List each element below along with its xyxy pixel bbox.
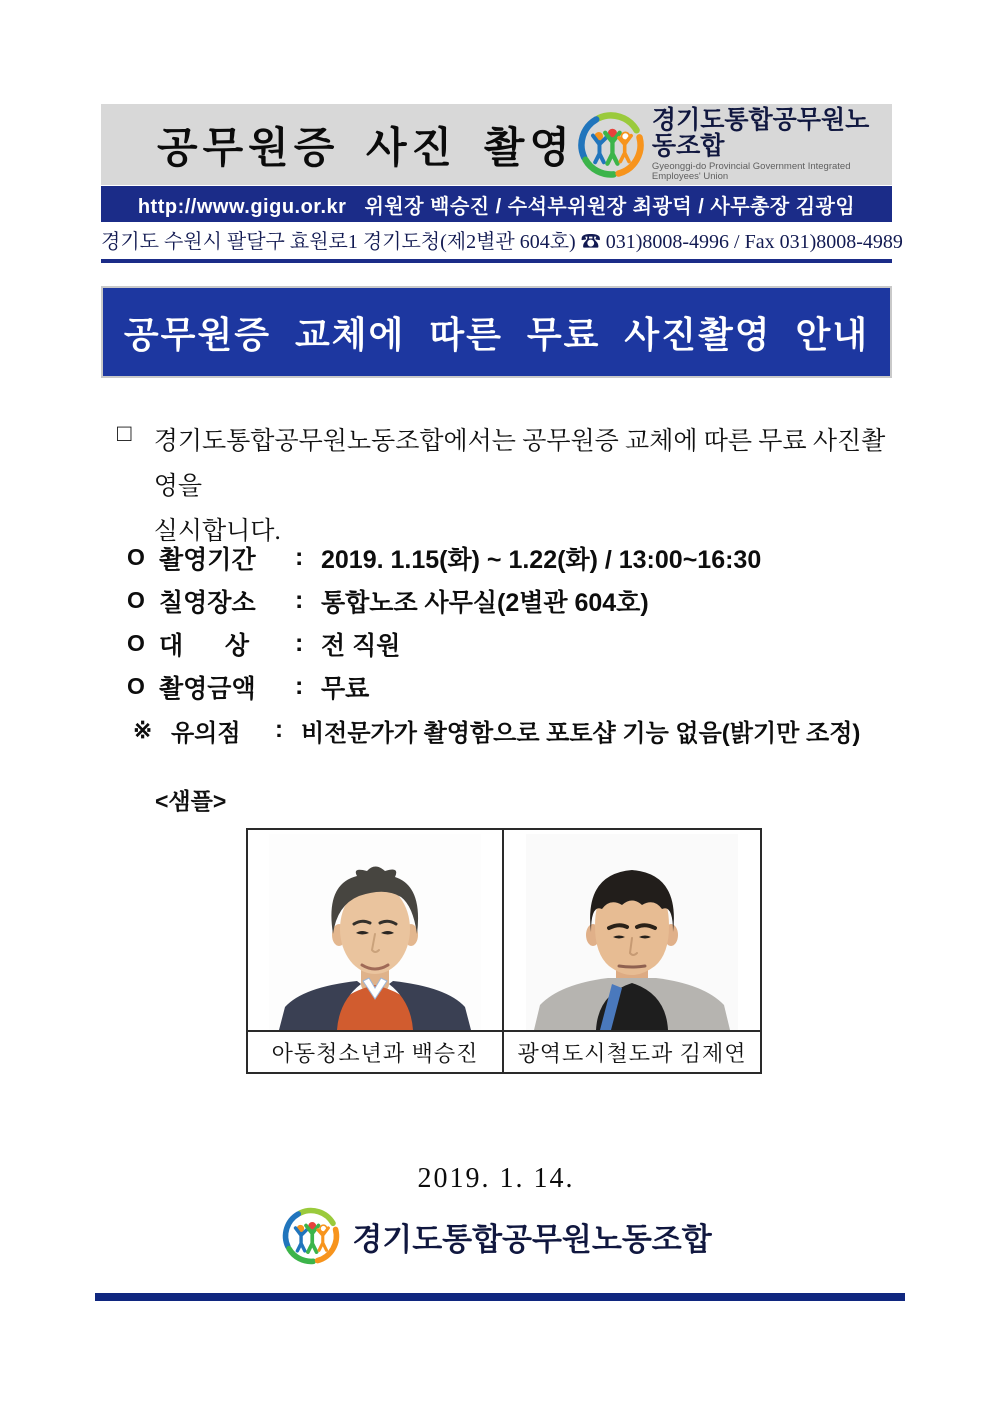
detail-separator: :	[295, 586, 304, 614]
detail-list	[127, 536, 927, 750]
detail-row-place	[127, 579, 927, 622]
detail-label: 촬영금액	[159, 674, 256, 703]
circle-bullet-icon: O	[127, 587, 145, 613]
detail-separator: :	[275, 716, 283, 743]
sample-section-label: <샘플>	[155, 788, 227, 814]
detail-value: 무료	[321, 674, 370, 703]
detail-value: 비전문가가 촬영함으로 포토샵 기능 없음(밝기만 조정)	[301, 719, 861, 747]
detail-separator: :	[295, 672, 304, 700]
detail-value: 전 직원	[321, 631, 401, 660]
detail-label: 대 상	[159, 631, 249, 660]
union-logo-icon	[575, 109, 647, 181]
detail-value: 2019. 1.15(화) ~ 1.22(화) / 13:00~16:30	[321, 545, 762, 574]
detail-separator: :	[295, 543, 304, 571]
circle-bullet-icon: O	[127, 544, 145, 570]
detail-separator: :	[295, 629, 304, 657]
detail-label: 유의점	[171, 719, 241, 747]
union-name-english: Gyeonggi-do Provincial Government Integrated Employees' Union	[651, 161, 851, 183]
portrait-photo-1	[269, 834, 481, 1030]
detail-label: 칠영장소	[159, 588, 256, 617]
document-title: 공무원증 사진 촬영	[157, 123, 575, 171]
intro-text	[154, 419, 907, 554]
union-logo	[575, 107, 888, 182]
photo-caption-2: 광역도시철도과 김제연	[504, 1030, 760, 1072]
detail-row-note	[127, 710, 927, 750]
detail-row-period	[127, 536, 927, 579]
footer-union-logo	[0, 1205, 992, 1267]
detail-label: 촬영기간	[159, 545, 256, 574]
address-line: 경기도 수원시 팔달구 효원로1 경기도청(제2별관 604호) ☎ 031)8008-4996 / Fax 031)8008-4989	[101, 225, 892, 263]
union-logo-text	[652, 107, 888, 182]
union-logo-icon	[280, 1205, 342, 1267]
circle-bullet-icon: O	[127, 630, 145, 656]
detail-row-price	[127, 665, 927, 708]
sample-photo-table	[246, 828, 762, 1074]
sample-photo-baek-seungjin	[248, 830, 504, 1030]
circle-bullet-icon: O	[127, 673, 145, 699]
intro-line-1: 경기도통합공무원노동조합에서는 공무원증 교체에 따른 무료 사진촬영을	[153, 428, 886, 500]
detail-row-target	[127, 622, 927, 665]
detail-value: 통합노조 사무실(2별관 604호)	[321, 588, 649, 617]
sample-photo-kim-jeyeon	[504, 830, 760, 1030]
photo-caption-1: 아동청소년과 백승진	[248, 1030, 504, 1072]
square-bullet-icon: □	[117, 421, 132, 447]
contact-info-bar	[101, 186, 892, 222]
notice-title-text: 공무원증 교체에 따른 무료 사진촬영 안내	[123, 313, 870, 355]
bottom-divider-rule	[95, 1293, 905, 1301]
contact-info-text: http://www.gigu.or.kr 위원장 백승진 / 수석부위원장 최광덕 / 사무총장 김광임	[137, 195, 856, 218]
notice-title-box	[101, 286, 892, 378]
masthead	[101, 104, 892, 185]
intro-paragraph	[117, 419, 907, 554]
union-name-korean: 경기도통합공무원노동조합	[651, 105, 870, 161]
intro-line-2: 실시합니다.	[153, 518, 281, 545]
portrait-photo-2	[526, 834, 738, 1030]
reference-mark-icon: ※	[133, 716, 153, 743]
issue-date: 2019. 1. 14.	[417, 1163, 575, 1194]
footer-union-name: 경기도통합공무원노동조합	[352, 1221, 712, 1257]
